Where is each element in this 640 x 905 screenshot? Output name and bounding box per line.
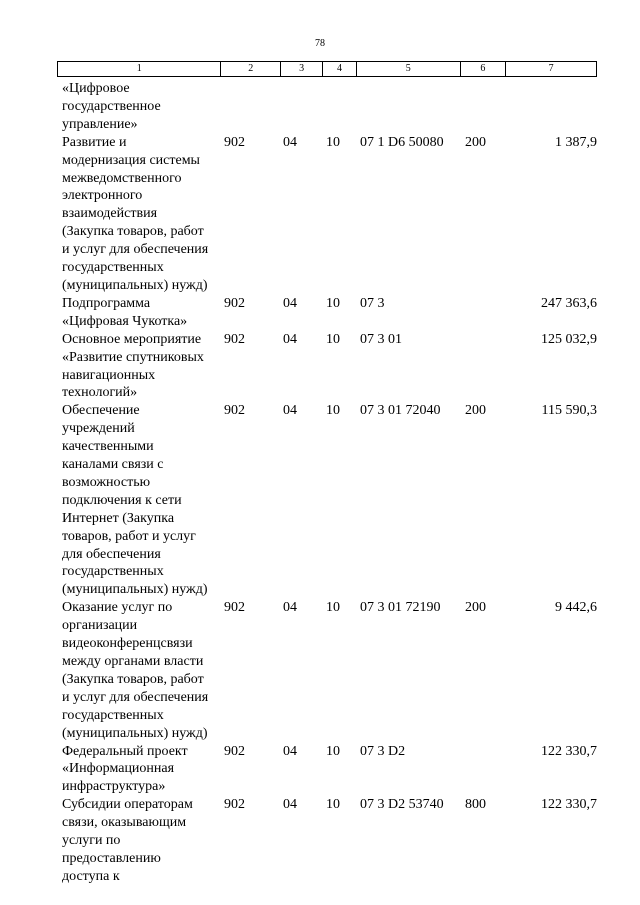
section-cell: 04 xyxy=(283,403,297,419)
amount-cell: 125 032,9 xyxy=(541,331,597,347)
header-col-3: 3 xyxy=(281,62,323,76)
name-line: Основное мероприятие xyxy=(62,331,202,347)
name-line: организации xyxy=(62,618,138,634)
header-col-6: 6 xyxy=(461,62,507,76)
section-cell: 04 xyxy=(283,331,297,347)
name-cell xyxy=(57,402,221,599)
amount-cell: 9 442,6 xyxy=(555,600,597,616)
header-col-2: 2 xyxy=(221,62,281,76)
name-line: «Развитие спутниковых xyxy=(62,349,204,365)
name-line: предоставлению xyxy=(62,850,161,866)
grbs-cell: 902 xyxy=(224,331,245,347)
table-row xyxy=(57,134,597,295)
name-cell xyxy=(57,295,221,331)
name-line: Федеральный проект xyxy=(62,743,188,759)
table-row xyxy=(57,331,597,403)
name-line: и услуг для обеспечения xyxy=(62,242,209,258)
name-line: услуги по xyxy=(62,833,121,849)
target-article-cell: 07 3 D2 53740 xyxy=(360,797,444,813)
name-line: качественными xyxy=(62,439,154,455)
grbs-cell: 902 xyxy=(224,600,245,616)
table-row xyxy=(57,402,597,599)
target-article-cell: 07 3 xyxy=(360,295,385,311)
name-line: между органами власти xyxy=(62,654,204,669)
grbs-cell: 902 xyxy=(224,295,245,311)
amount-cell: 247 363,6 xyxy=(541,295,597,311)
subsection-cell: 10 xyxy=(326,797,340,813)
target-article-cell: 07 3 01 xyxy=(360,331,402,347)
table-row xyxy=(57,796,597,886)
name-line: модернизация системы xyxy=(62,152,200,168)
name-line: Подпрограмма xyxy=(62,295,151,311)
name-line: (муниципальных) нужд) xyxy=(62,277,208,293)
name-line: учреждений xyxy=(62,421,135,437)
name-line: (Закупка товаров, работ xyxy=(62,224,204,240)
name-line: Интернет (Закупка xyxy=(62,510,175,526)
target-article-cell: 07 3 01 72190 xyxy=(360,600,441,616)
name-line: «Цифровая Чукотка» xyxy=(62,313,188,329)
target-article-cell: 07 3 01 72040 xyxy=(360,403,441,419)
name-cell xyxy=(57,599,221,742)
name-line: инфраструктура» xyxy=(62,779,166,795)
name-line: (Закупка товаров, работ xyxy=(62,671,204,687)
expense-type-cell: 200 xyxy=(465,134,486,150)
name-cell xyxy=(57,80,221,134)
section-cell: 04 xyxy=(283,134,297,150)
header-col-5: 5 xyxy=(357,62,461,76)
grbs-cell: 902 xyxy=(224,797,245,813)
name-line: Развитие и xyxy=(62,134,127,150)
name-line: управление» xyxy=(62,116,138,132)
target-article-cell: 07 3 D2 xyxy=(360,743,406,759)
subsection-cell: 10 xyxy=(326,600,340,616)
expense-type-cell: 800 xyxy=(465,797,486,813)
name-line: возможностью xyxy=(62,474,151,490)
name-line: «Информационная xyxy=(62,761,175,777)
amount-cell: 122 330,7 xyxy=(541,797,597,813)
name-line: государственных xyxy=(62,564,164,580)
section-cell: 04 xyxy=(283,295,297,311)
table-row xyxy=(57,295,597,331)
grbs-cell: 902 xyxy=(224,403,245,419)
amount-cell: 115 590,3 xyxy=(541,403,597,419)
name-line: товаров, работ и услуг xyxy=(62,528,196,544)
name-line: для обеспечения xyxy=(62,546,161,562)
name-line: государственное xyxy=(62,98,161,114)
section-cell: 04 xyxy=(283,743,297,759)
name-line: взаимодействия xyxy=(62,206,158,222)
expense-type-cell: 200 xyxy=(465,600,486,616)
section-cell: 04 xyxy=(283,797,297,813)
name-cell xyxy=(57,796,221,886)
name-line: подключения к сети xyxy=(62,492,182,508)
header-col-4: 4 xyxy=(323,62,357,76)
name-line: Обеспечение xyxy=(62,403,140,419)
amount-cell: 122 330,7 xyxy=(541,743,597,759)
amount-cell: 1 387,9 xyxy=(555,134,597,150)
name-line: межведомственного xyxy=(62,170,182,186)
name-line: связи, оказывающим xyxy=(62,815,187,831)
name-cell xyxy=(57,134,221,295)
target-article-cell: 07 1 D6 50080 xyxy=(360,134,444,150)
name-line: доступа к xyxy=(62,868,120,884)
subsection-cell: 10 xyxy=(326,743,340,759)
subsection-cell: 10 xyxy=(326,331,340,347)
grbs-cell: 902 xyxy=(224,134,245,150)
subsection-cell: 10 xyxy=(326,295,340,311)
name-line: (муниципальных) нужд) xyxy=(62,725,208,741)
table-header xyxy=(57,61,597,77)
name-line: видеоконференцсвязи xyxy=(62,636,193,652)
name-cell xyxy=(57,331,221,403)
name-line: Оказание услуг по xyxy=(62,600,173,616)
table-row xyxy=(57,80,597,134)
name-line: «Цифровое xyxy=(62,81,130,96)
name-line: и услуг для обеспечения xyxy=(62,689,209,705)
section-cell: 04 xyxy=(283,600,297,616)
table-body xyxy=(57,80,597,886)
name-line: каналами связи с xyxy=(62,457,164,473)
name-line: государственных xyxy=(62,707,164,723)
expense-type-cell: 200 xyxy=(465,403,486,419)
name-line: (муниципальных) нужд) xyxy=(62,582,208,598)
table-row xyxy=(57,599,597,742)
subsection-cell: 10 xyxy=(326,403,340,419)
header-col-1: 1 xyxy=(58,62,221,76)
grbs-cell: 902 xyxy=(224,743,245,759)
name-line: навигационных xyxy=(62,367,156,383)
subsection-cell: 10 xyxy=(326,134,340,150)
name-line: Субсидии операторам xyxy=(62,797,193,813)
table-row xyxy=(57,743,597,797)
name-line: электронного xyxy=(62,188,143,204)
page-number: 78 xyxy=(315,38,325,49)
header-col-7: 7 xyxy=(548,63,554,74)
name-line: технологий» xyxy=(62,385,138,401)
name-cell xyxy=(57,743,221,797)
name-line: государственных xyxy=(62,260,164,276)
